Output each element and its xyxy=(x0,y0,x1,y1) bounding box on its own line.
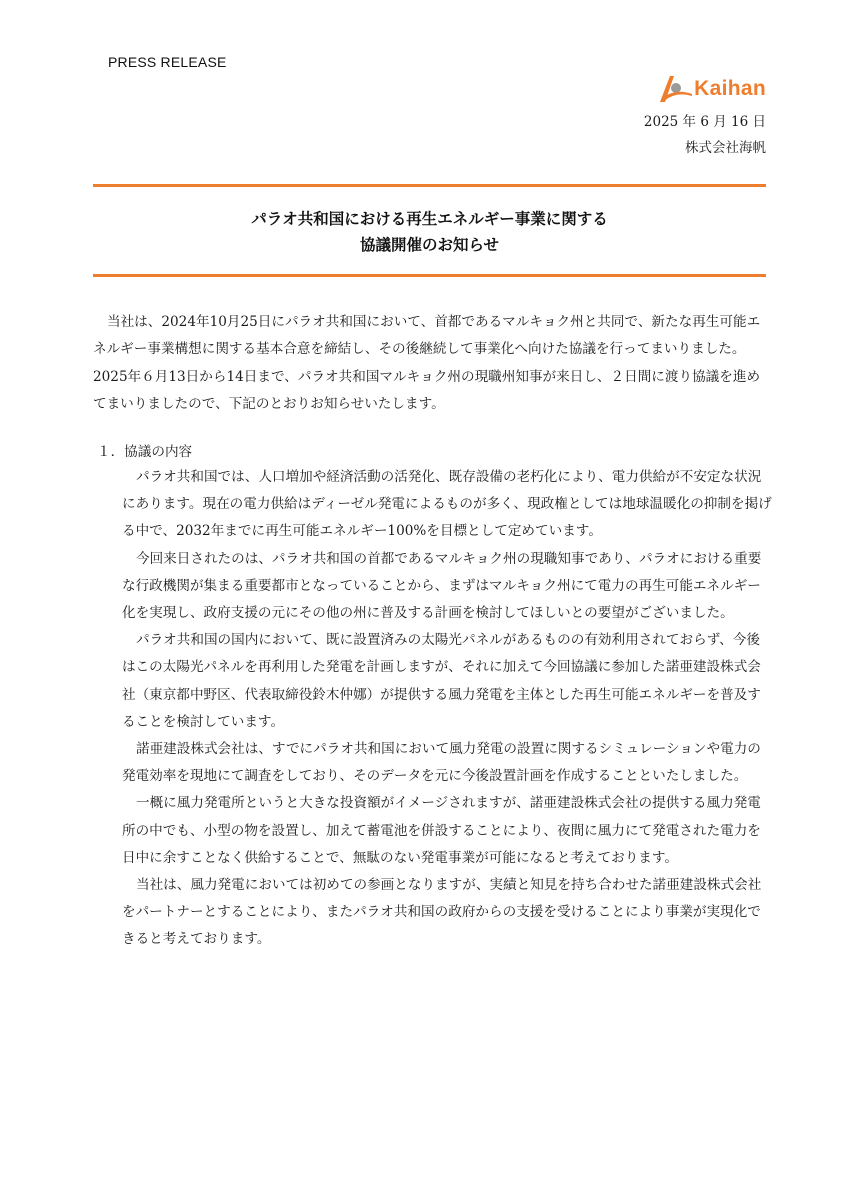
company-logo xyxy=(658,72,766,106)
title-line-1: パラオ共和国における再生エネルギー事業に関する xyxy=(251,210,608,228)
body-paragraph-2: 今回来日されたのは、パラオ共和国の首都であるマルキョク州の現職知事であり、パラオにおける重要な行政機関が集まる重要都市となっていることから、まずはマルキョク州にて電力の再生可能エネルギー化を実現し、政府支援の元にその他の州に普及する計画を検討してほしいとの要望がございました。 xyxy=(122,550,762,622)
body-paragraph-3: パラオ共和国の国内において、既に設置済みの太陽光パネルがあるものの有効利用されておらず、今後はこの太陽光パネルを再利用した発電を計画しますが、それに加えて今回協議に参加した諾亜建設株式会社（東京都中野区、代表取締役鈴木仲娜）が提供する風力発電を主体とした再生可能エネルギーを普及することを検討しています。 xyxy=(122,632,761,730)
press-release-label: PRESS RELEASE xyxy=(108,54,227,70)
body-paragraph-4: 諾亜建設株式会社は、すでにパラオ共和国において風力発電の設置に関するシミュレーションや電力の発電効率を現地にて調査をしており、そのデータを元に今後設置計画を作成することといたしました。 xyxy=(122,741,761,785)
logo-text: Kaihan xyxy=(694,77,766,100)
body-paragraph-1: パラオ共和国では、人口増加や経済活動の活発化、既存設備の老朽化により、電力供給が不安定な状況にあります。現在の電力供給はディーゼル発電によるものが多く、現政権としては地球温暖化の抑制を掲げる中で、2032年までに再生可能エネルギー100%を目標として定めています。 xyxy=(122,469,772,540)
section-body xyxy=(122,464,772,954)
body-paragraph-5: 一概に風力発電所というと大きな投資額がイメージされますが、諾亜建設株式会社の提供する風力発電所の中でも、小型の物を設置し、加えて蓄電池を併設することにより、夜間に風力にて発電された電力を日中に余すことなく供給することで、無駄のない発電事業が可能になると考えております。 xyxy=(122,795,761,866)
section-heading: １．協議の内容 xyxy=(97,444,193,460)
title-bottom-rule xyxy=(93,274,766,277)
title-top-rule xyxy=(93,184,766,187)
intro-paragraph: 当社は、2024年10月25日にパラオ共和国において、首都であるマルキョク州と共同で、新たな再生可能エネルギー事業構想に関する基本合意を締結し、その後継続して事業化へ向けた協議を行ってまいりました。2025年６月13日から14日まで、パラオ共和国マルキョク州の現職州知事が来日し、２日間に渡り協議を進めてまいりましたので、下記のとおりお知らせいたします。 xyxy=(93,314,761,413)
title-line-2: 協議開催のお知らせ xyxy=(359,236,500,254)
release-date: 2025 年 6 月 16 日 xyxy=(643,114,766,130)
body-paragraph-6: 当社は、風力発電においては初めての参画となりますが、実績と知見を持ち合わせた諾亜建設株式会社をパートナーとすることにより、またパラオ共和国の政府からの支援を受けることにより事業が実現化できると考えております。 xyxy=(122,877,762,948)
kaihan-logo-mark-icon xyxy=(658,74,692,104)
company-name: 株式会社海帆 xyxy=(685,140,766,156)
